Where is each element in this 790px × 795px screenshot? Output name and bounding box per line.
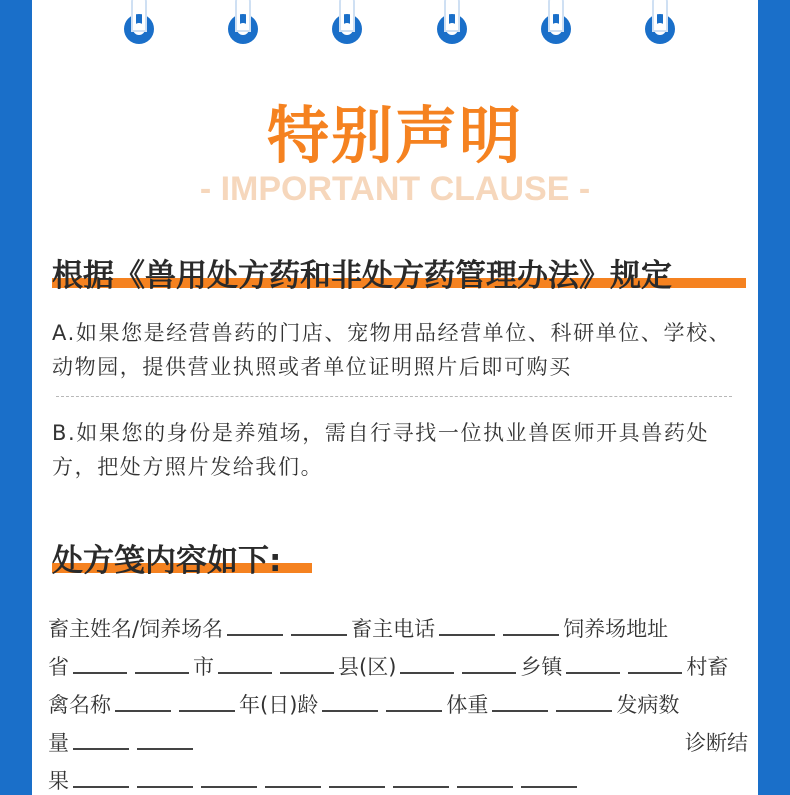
form-label: 果 — [48, 769, 69, 793]
form-line-owner — [48, 610, 748, 648]
binder-ring-icon — [541, 0, 571, 46]
form-label: 县(区) — [338, 655, 397, 679]
regulation-heading: 根据《兽用处方药和非处方药管理办法》规定 — [52, 258, 672, 294]
form-label: 乡镇 — [520, 655, 563, 679]
clause-card — [32, 0, 758, 795]
form-line-address — [48, 648, 748, 686]
form-label: 村畜 — [686, 655, 729, 679]
form-label: 禽名称 — [48, 693, 111, 717]
form-label: 年(日)龄 — [239, 693, 319, 717]
prescription-heading: 处方笺内容如下: — [52, 543, 282, 579]
form-label: 体重 — [446, 693, 489, 717]
divider — [56, 396, 732, 397]
form-label: 发病数 — [616, 693, 680, 717]
binder-ring-icon — [332, 0, 362, 46]
page-title: 特别声明 — [266, 99, 523, 172]
form-line-diagnosis — [48, 762, 748, 795]
clause-b: B.如果您的身份是养殖场，需自行寻找一位执业兽医师开具兽药处方，把处方照片发给我们。 — [52, 421, 710, 479]
binder-ring-icon — [645, 0, 675, 46]
form-line-animal — [48, 686, 748, 724]
form-line-quantity — [48, 724, 748, 762]
form-label: 量 — [48, 731, 69, 755]
form-label: 畜主姓名/饲养场名 — [48, 617, 224, 641]
form-label: 畜主电话 — [351, 617, 436, 641]
clause-a: A.如果您是经营兽药的门店、宠物用品经营单位、科研单位、学校、动物园，提供营业执照或者单位证明照片后即可购买 — [52, 321, 732, 379]
binder-ring-icon — [437, 0, 467, 46]
page-subtitle: - IMPORTANT CLAUSE - — [199, 170, 591, 208]
binder-ring-icon — [124, 0, 154, 46]
form-label: 省 — [48, 655, 69, 679]
form-label: 诊断结 — [685, 731, 748, 755]
form-label: 市 — [193, 655, 214, 679]
binder-ring-icon — [228, 0, 258, 46]
form-label: 饲养场地址 — [563, 617, 669, 641]
